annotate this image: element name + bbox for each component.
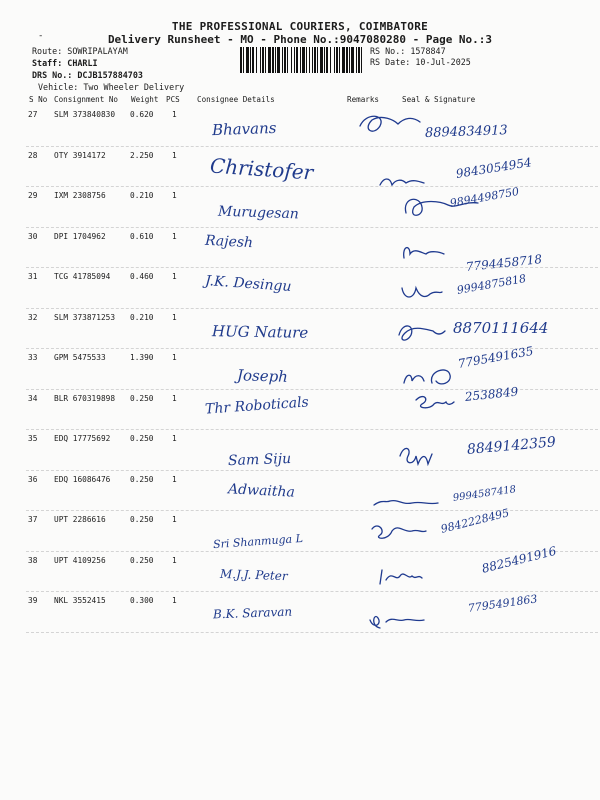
row-pcs: 1: [172, 555, 177, 565]
row-weight: 0.250: [130, 474, 154, 484]
row-weight: 0.250: [130, 393, 154, 403]
row-pcs: 1: [172, 272, 177, 281]
row-pcs: 1: [172, 434, 177, 443]
row-sno: 38: [28, 555, 38, 565]
row-weight: 0.300: [130, 596, 154, 605]
row-divider: [26, 227, 598, 228]
row-weight: 0.460: [130, 272, 154, 281]
row-divider: [26, 308, 598, 309]
row-sno: 29: [28, 191, 38, 200]
row-consignment-no: EDQ 17775692: [54, 434, 111, 443]
row-consignee-name: Sri Shanmuga L: [212, 531, 304, 552]
row-weight: 0.250: [130, 434, 154, 443]
row-consignment-no: SLM 373871253: [54, 312, 116, 322]
row-weight: 1.390: [130, 353, 154, 362]
table-header: [0, 95, 600, 105]
row-sno: 34: [28, 393, 38, 403]
row-pcs: 1: [172, 312, 177, 322]
row-phone-number: 7795491635: [456, 343, 535, 371]
row-weight: 0.210: [130, 312, 154, 322]
row-weight: 0.250: [130, 515, 154, 524]
row-consignee-name: Thr Roboticals: [204, 393, 310, 418]
row-pcs: 1: [172, 393, 177, 403]
rs-date: RS Date: 10-Jul-2025: [370, 57, 471, 67]
row-phone-number: 9994875818: [455, 271, 528, 297]
row-divider: [26, 591, 598, 592]
row-phone-number: 2538849: [464, 383, 519, 404]
row-sno: 28: [28, 150, 38, 160]
row-sno: 35: [28, 434, 38, 443]
row-consignment-no: BLR 670319898: [54, 393, 116, 403]
row-phone-number: 9843054954: [454, 154, 533, 181]
row-phone-number: 8894834913: [424, 123, 508, 141]
row-weight: 0.250: [130, 555, 154, 565]
row-phone-number: 8825491916: [480, 543, 558, 576]
col-remarks: Remarks: [347, 95, 380, 104]
row-pcs: 1: [172, 231, 177, 241]
row-sno: 32: [28, 312, 38, 322]
row-divider: [26, 632, 598, 633]
row-signature: [368, 610, 458, 640]
row-sno: 30: [28, 231, 38, 241]
col-weight: Weight: [131, 95, 159, 104]
row-sno: 31: [28, 272, 38, 281]
row-consignment-no: IXM 2308756: [54, 191, 106, 200]
row-consignee-name: Sam Siju: [227, 450, 292, 470]
col-pcs: PCS: [166, 95, 180, 104]
route-text: Route: SOWRIPALAYAM: [32, 46, 128, 56]
row-divider: [26, 429, 598, 430]
row-phone-number: 8849142359: [466, 434, 557, 458]
row-consignment-no: GPM 5475533: [54, 353, 106, 362]
row-consignee-name: M.J.J. Peter: [219, 566, 288, 583]
barcode: [240, 47, 364, 73]
row-sno: 37: [28, 515, 38, 524]
row-sno: 36: [28, 474, 38, 484]
row-phone-number: 7795491863: [467, 592, 539, 615]
row-consignment-no: NKL 3552415: [54, 596, 106, 605]
row-weight: 0.210: [130, 191, 154, 200]
row-consignment-no: UPT 2286616: [54, 515, 106, 524]
row-weight: 0.620: [130, 110, 154, 119]
row-pcs: 1: [172, 596, 177, 605]
row-weight: 2.250: [130, 150, 154, 160]
drs-number: DRS No.: DCJB157884703: [32, 70, 143, 80]
row-consignment-no: OTY 3914172: [54, 150, 106, 160]
row-phone-number: 9842228495: [439, 506, 511, 536]
row-consignee-name: J.K. Desingu: [204, 273, 292, 295]
row-divider: [26, 470, 598, 471]
col-seal: Seal & Signature: [402, 95, 476, 104]
row-phone-number: 7794458718: [465, 251, 543, 274]
corner-mark: -: [38, 31, 44, 41]
row-divider: [26, 267, 598, 268]
row-consignment-no: TCG 41785094: [54, 272, 111, 281]
row-sno: 33: [28, 353, 38, 362]
row-pcs: 1: [172, 110, 177, 119]
runsheet-title: Delivery Runsheet - MO - Phone No.:9047080280 - Page No.:3: [107, 33, 493, 46]
row-consignee-name: HUG Nature: [211, 321, 309, 342]
row-pcs: 1: [172, 474, 177, 484]
rs-number: RS No.: 1578847: [370, 46, 446, 56]
row-consignee-name: Murugesan: [217, 203, 300, 223]
row-signature: [372, 491, 462, 521]
row-weight: 0.610: [130, 231, 154, 241]
row-consignment-no: SLM 373840830: [54, 110, 116, 119]
row-consignee-name: Joseph: [236, 366, 289, 386]
row-consignee-name: Rajesh: [204, 232, 254, 251]
row-consignee-name: Christofer: [209, 152, 314, 185]
row-divider: [26, 551, 598, 552]
row-sno: 27: [28, 110, 38, 119]
row-consignment-no: EDQ 16086476: [54, 474, 111, 484]
row-pcs: 1: [172, 150, 177, 160]
row-consignee-name: Bhavans: [211, 118, 277, 140]
row-phone-number: 9894498750: [448, 184, 521, 210]
col-sno: S No: [29, 95, 48, 104]
row-divider: [26, 510, 598, 511]
staff-text: Staff: CHARLI: [32, 58, 98, 68]
row-phone-number: 9994587418: [452, 483, 517, 504]
vehicle-text: Vehicle: Two Wheeler Delivery: [38, 82, 185, 92]
row-sno: 39: [28, 596, 38, 605]
row-consignee-name: Adwaitha: [227, 480, 296, 501]
row-pcs: 1: [172, 191, 177, 200]
row-consignment-no: UPT 4109256: [54, 555, 106, 565]
row-divider: [26, 146, 598, 147]
row-pcs: 1: [172, 515, 177, 524]
col-consignee: Consignee Details: [197, 95, 275, 104]
company-title: THE PROFESSIONAL COURIERS, COIMBATORE: [171, 20, 429, 33]
row-phone-number: 8870111644: [453, 318, 549, 337]
row-consignee-name: B.K. Saravan: [212, 604, 293, 622]
row-pcs: 1: [172, 353, 177, 362]
row-consignment-no: DPI 1704962: [54, 231, 106, 241]
col-consignment: Consignment No: [54, 95, 119, 104]
